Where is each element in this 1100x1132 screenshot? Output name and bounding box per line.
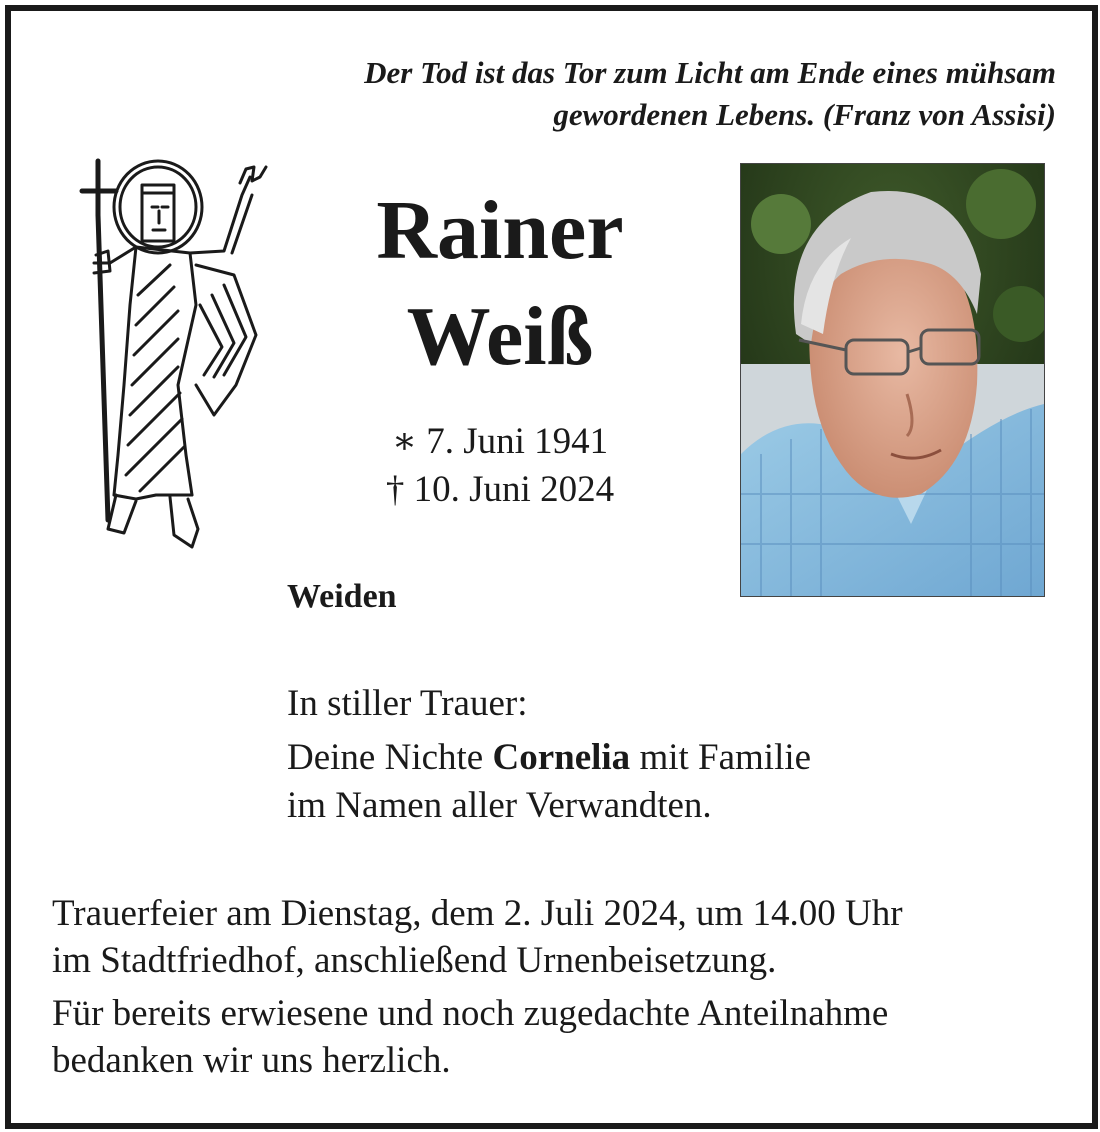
mourner-name: Cornelia <box>492 737 631 778</box>
mourners-block <box>287 680 811 830</box>
thanks-note <box>52 990 888 1084</box>
service-line-1: Trauerfeier am Dienstag, dem 2. Juli 2024, um 14.00 Uhr <box>52 893 903 934</box>
mourners-line-2: im Namen aller Verwandten. <box>287 785 712 826</box>
mourners-line-1-suffix: mit Familie <box>630 737 812 778</box>
first-name: Rainer <box>376 184 624 277</box>
birth-date: ∗ 7. Juni 1941 <box>391 421 609 462</box>
death-date: † 10. Juni 2024 <box>385 469 615 510</box>
thanks-line-2: bedanken wir uns herzlich. <box>52 1040 451 1081</box>
portrait-photo <box>740 163 1045 597</box>
mourners-heading: In stiller Trauer: <box>287 683 528 724</box>
resurrected-christ-icon <box>74 155 284 555</box>
place-of-residence: Weiden <box>287 578 397 615</box>
quote-line-1: Der Tod ist das Tor zum Licht am Ende eines mühsam <box>364 55 1056 90</box>
deceased-name <box>300 178 700 390</box>
life-dates <box>300 418 700 514</box>
thanks-line-1: Für bereits erwiesene und noch zugedachte Anteilnahme <box>52 993 889 1034</box>
service-info <box>52 890 903 984</box>
mourners-line-1 <box>287 734 811 782</box>
service-line-2: im Stadtfriedhof, anschließend Urnenbeisetzung. <box>52 940 777 981</box>
quote <box>156 52 1056 136</box>
mourners-line-1-prefix: Deine Nichte <box>287 737 493 778</box>
quote-line-2: gewordenen Lebens. (Franz von Assisi) <box>553 97 1056 132</box>
last-name: Weiß <box>406 290 594 383</box>
